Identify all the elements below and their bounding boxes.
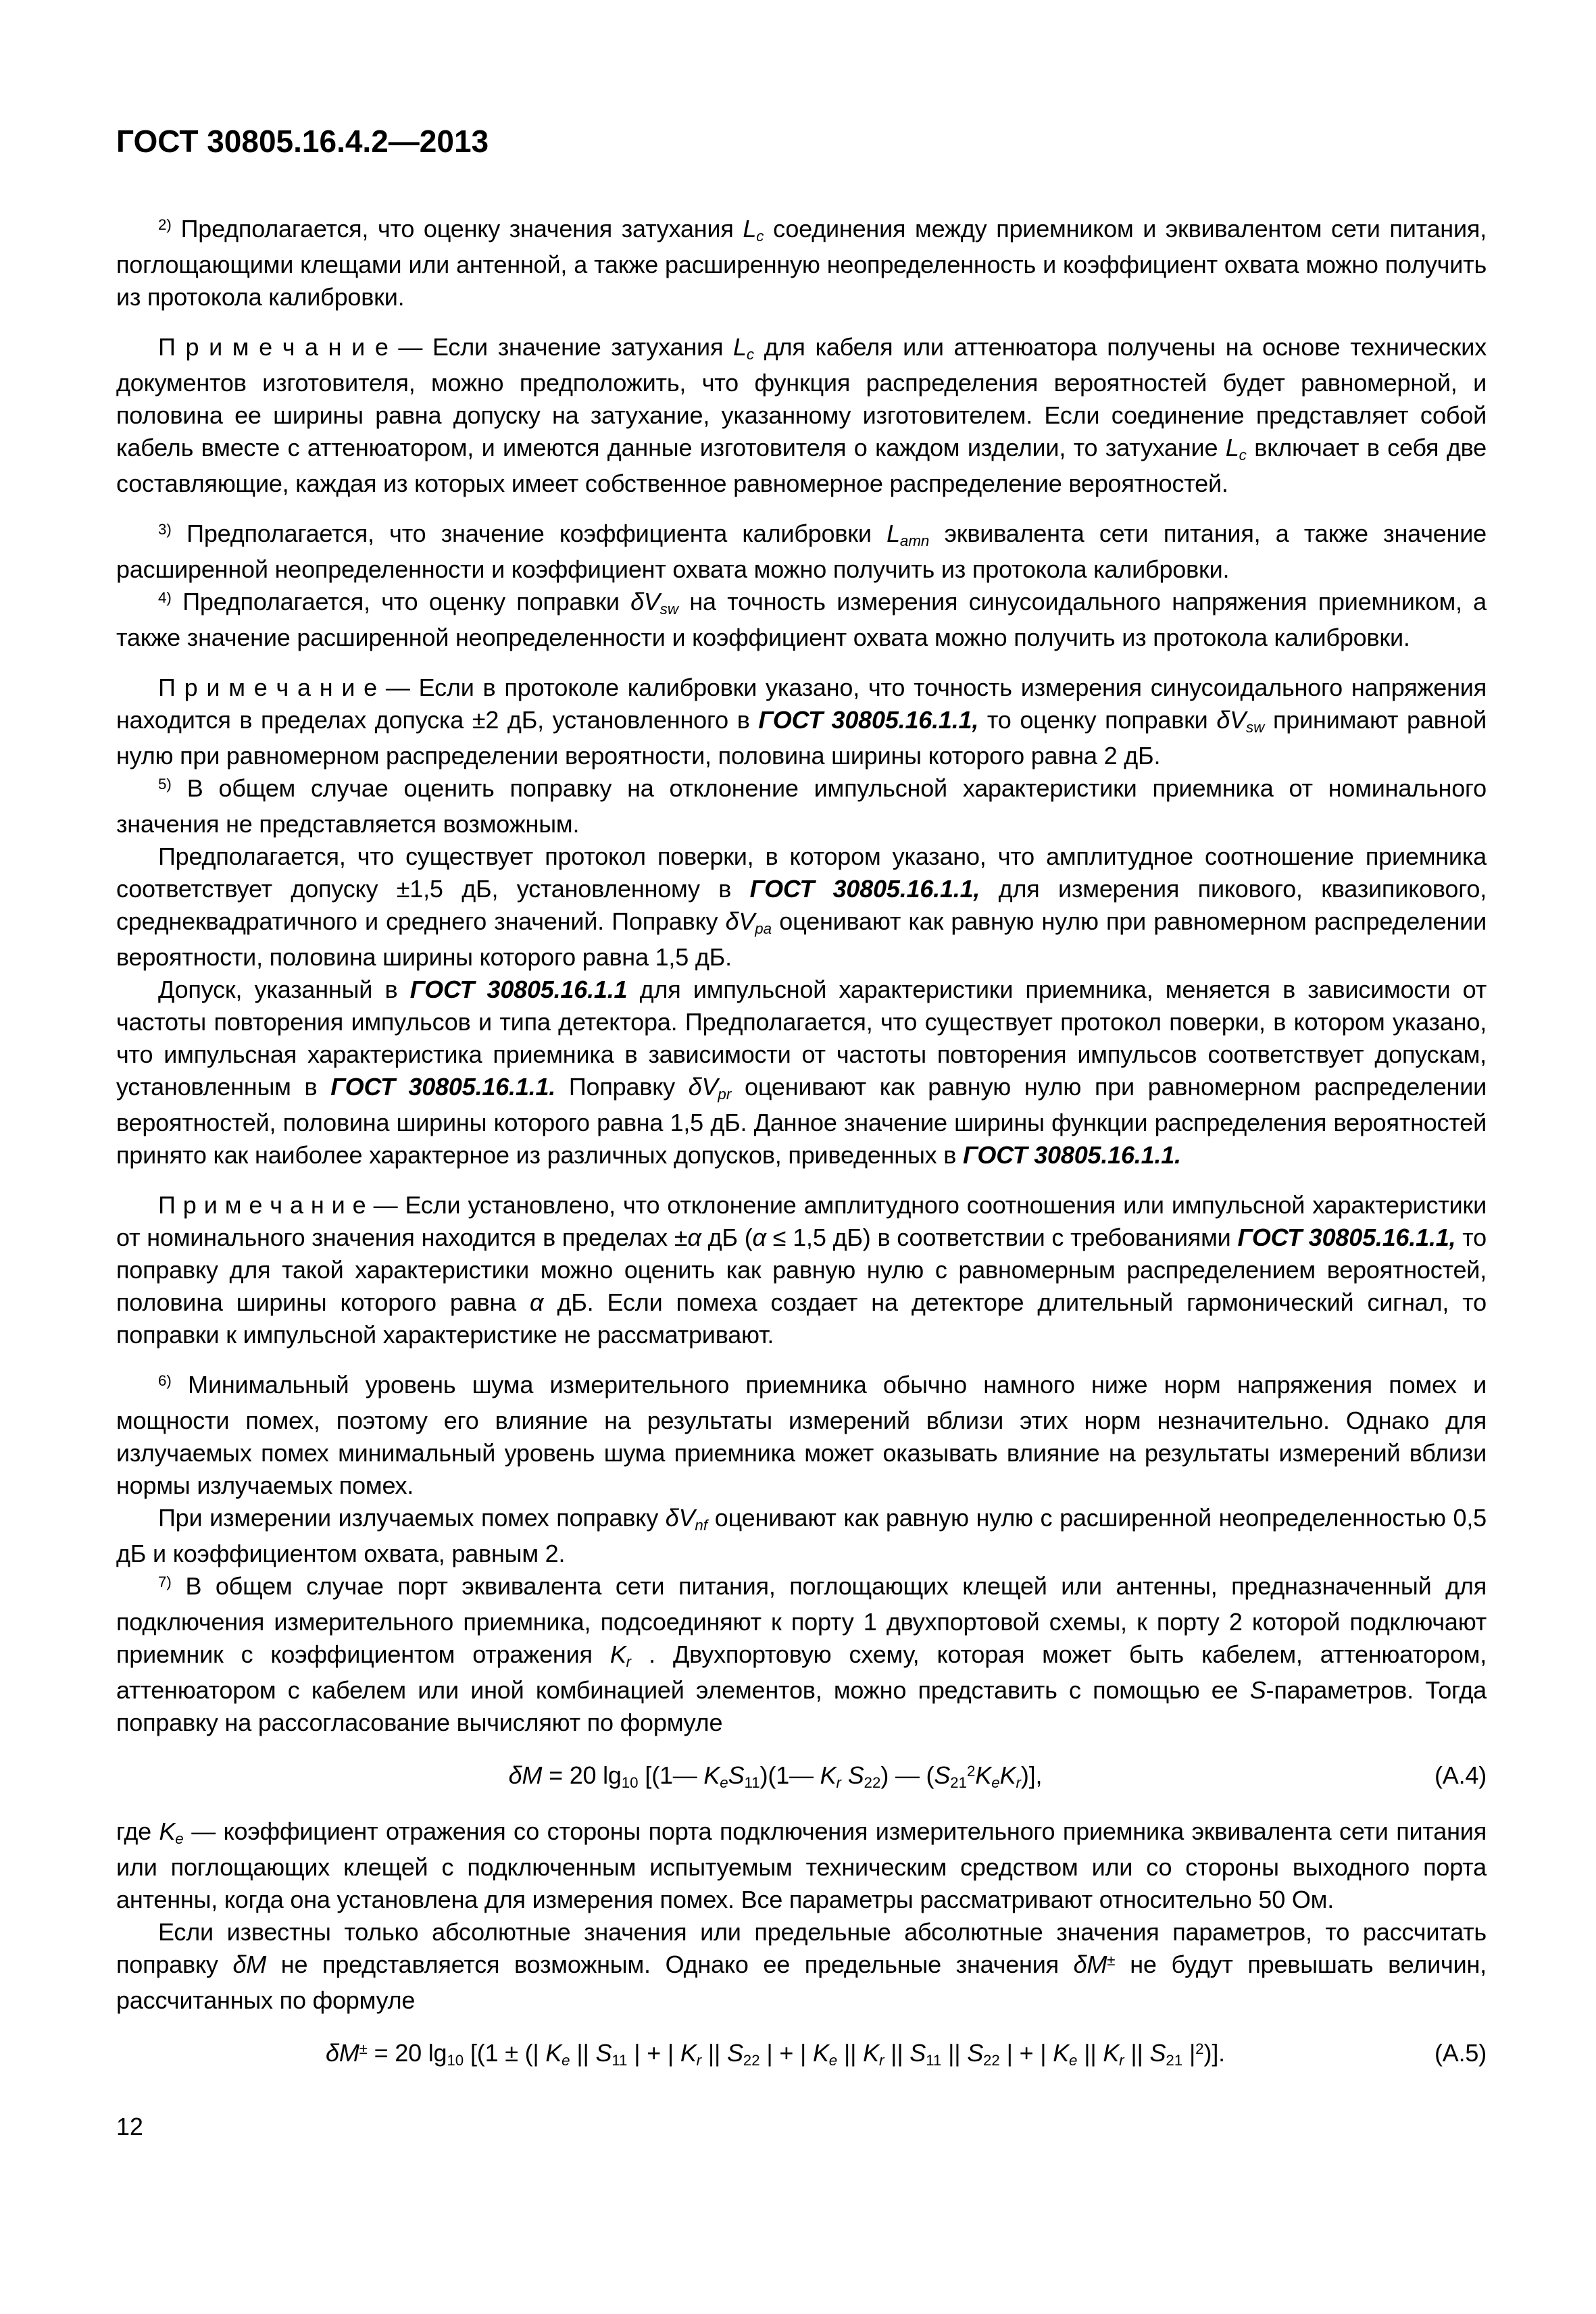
text-run: K <box>1103 2039 1120 2067</box>
text-run: c <box>746 346 755 363</box>
text-run: c <box>756 228 764 245</box>
text-run: ± <box>359 2040 368 2057</box>
text-run: δV <box>725 907 755 935</box>
body-paragraph-tolerance <box>116 974 1487 1172</box>
text-run: S <box>909 2039 926 2067</box>
text-run: ± <box>1107 1951 1116 1969</box>
text-run: S <box>595 2039 612 2067</box>
note-1-paragraph <box>116 331 1487 500</box>
text-run: Допуск, указанный в <box>158 976 410 1003</box>
text-run: на точность измерения синусоидального напряжения приемником, а также значение расширенной неопределенности и коэффициент охвата можно получить из протокола калибровки. <box>116 588 1487 651</box>
text-run: 22 <box>864 1774 881 1792</box>
footnote-7-paragraph <box>116 1570 1487 1739</box>
footnote-3-paragraph <box>116 518 1487 586</box>
text-run: || <box>1077 2039 1103 2067</box>
text-run: для кабеля или аттенюатора получены на основе технических документов изготовителя, можно предположить, что функция распределения вероятностей будет равномерной, и половина ее ширины равна допуску на затухание, указанному изготовителем. Если соединение представляет собой кабель вместе с аттенюатором, и имеются данные изготовителя о каждом изделии, то затухание <box>116 333 1487 461</box>
text-run: S <box>967 2039 984 2067</box>
text-run: || <box>837 2039 864 2067</box>
text-run: r <box>1016 1774 1021 1792</box>
text-run: 10 <box>447 2052 464 2069</box>
text-run: δM <box>508 1761 543 1789</box>
text-run: nf <box>695 1517 708 1534</box>
text-run: [(1— <box>638 1761 704 1789</box>
text-run: Предполагается, что оценку поправки <box>171 588 631 615</box>
text-run: не представляется возможным. Однако ее предельные значения <box>266 1951 1074 1978</box>
text-run: Минимальный уровень шума измерительного приемника обычно намного ниже норм напряжения помех и мощности помех, поэтому его влияние на результаты измерений вблизи этих норм незначительно. Однако для излучаемых помех минимальный уровень шума приемника может оказывать влияние на результаты измерений вблизи нормы излучаемых помех. <box>116 1371 1487 1499</box>
text-run: K <box>545 2039 562 2067</box>
footnote-2-paragraph <box>116 213 1487 313</box>
text-run: δM <box>326 2039 359 2067</box>
text-run: sw <box>1245 719 1265 736</box>
text-run: дБ. Если помеха создает на детекторе длительный гармонический сигнал, то поправки к импульсной характеристике не рассматривают. <box>116 1288 1487 1349</box>
text-run: r <box>878 2052 884 2069</box>
text-run: = 20 lg <box>367 2039 447 2067</box>
text-run: 4) <box>158 588 172 606</box>
text-run: sw <box>659 601 679 618</box>
formula-a5-row <box>116 2037 1487 2073</box>
body-paragraph-verification-protocol <box>116 840 1487 974</box>
text-run: оценивают как равную нулю при равномерном распределении вероятности, половина ширины которого равна 1,5 дБ. <box>116 907 1487 971</box>
text-run: K <box>812 2039 829 2067</box>
text-run: Предполагается, что оценку значения затухания <box>171 215 743 243</box>
text-run: S <box>726 2039 743 2067</box>
text-run: K <box>820 1761 837 1789</box>
text-run: e <box>991 1774 1000 1792</box>
text-run: — коэффициент отражения со стороны порта подключения измерительного приемника эквивалента сети питания или поглощающих клещей с подключенным испытуемым техническим средством или со стороны выходного порта антенны, когда она установлена для измерения помех. Все параметры рассматривают относительно 50 Ом. <box>116 1817 1487 1913</box>
text-run: оценивают как равную нулю при равномерном распределении вероятностей, половина ширины которого равна 1,5 дБ. Данное значение ширины функции распределения вероятностей принято как наиболее характерное из различных допусков, приведенных в <box>116 1073 1487 1169</box>
text-run: δV <box>630 588 660 615</box>
text-run: . Двухпортовую схему, которая может быть кабелем, аттенюатором, аттенюатором с кабелем или иной комбинацией элементов, можно представить с помощью ее <box>116 1640 1487 1704</box>
text-run: K <box>680 2039 697 2067</box>
text-run: α <box>752 1224 766 1251</box>
body-paragraph-limit-values <box>116 1916 1487 2017</box>
text-run: 3) <box>158 520 172 538</box>
text-run: K <box>703 1761 720 1789</box>
text-run: 21 <box>950 1774 967 1792</box>
text-run: r <box>696 2052 702 2069</box>
text-run: δV <box>1216 706 1246 734</box>
text-run: || <box>570 2039 596 2067</box>
text-run: ГОСТ 30805.16.1.1, <box>749 875 980 903</box>
text-run: Поправку <box>555 1073 689 1101</box>
text-run: | <box>1182 2039 1196 2067</box>
text-run: )(1— <box>759 1761 820 1789</box>
text-run: то оценку поправки <box>978 706 1217 734</box>
text-run: S <box>1149 2039 1166 2067</box>
text-run: П р и м е ч а н и е — Если установлено, что отклонение амплитудного соотношения или импульсной характеристики от номинального значения находится в пределах ± <box>116 1191 1487 1251</box>
text-run: В общем случае порт эквивалента сети питания, поглощающих клещей или антенны, предназначенный для подключения измерительного приемника, подсоединяют к порту 1 двухпортовой схемы, к порту 2 которой подключают приемник с коэффициентом отражения <box>116 1572 1487 1668</box>
text-run: K <box>975 1761 992 1789</box>
text-run: Если известны только абсолютные значения или предельные абсолютные значения параметров, то рассчитать поправку <box>116 1918 1487 1978</box>
formula-a4-row <box>116 1759 1487 1795</box>
text-run: 11 <box>744 1774 760 1792</box>
note-2-paragraph <box>116 672 1487 772</box>
text-run: e <box>175 1830 184 1848</box>
text-run: не будут превышать величин, рассчитанных по формуле <box>116 1951 1487 2014</box>
text-run: [(1 ± (| <box>464 2039 546 2067</box>
footnote-4-paragraph <box>116 586 1487 654</box>
text-run: ГОСТ 30805.16.1.1, <box>1237 1224 1456 1251</box>
text-run: L <box>1225 434 1239 461</box>
formula-a4-label: (А.4) <box>1434 1761 1487 1789</box>
text-run: pa <box>755 920 772 938</box>
text-run: K <box>609 1640 626 1668</box>
text-run: где <box>116 1817 159 1845</box>
text-run: δV <box>688 1073 718 1101</box>
text-run: эквивалента сети питания, а также значение расширенной неопределенности и коэффициент охвата можно получить из протокола калибровки. <box>116 520 1487 583</box>
text-run: 7) <box>158 1573 172 1590</box>
text-run: S <box>1249 1676 1266 1704</box>
footnote-5-paragraph <box>116 772 1487 840</box>
text-run: )], <box>1020 1761 1043 1789</box>
text-run: || <box>941 2039 968 2067</box>
text-run: amn <box>899 532 930 550</box>
text-run: ГОСТ 30805.16.1.1, <box>758 706 979 734</box>
text-run: 10 <box>621 1774 639 1792</box>
text-run: Предполагается, что существует протокол поверки, в котором указано, что амплитудное соотношение приемника соответствует допуску ±1,5 дБ, установленному в <box>116 842 1487 903</box>
text-run: L <box>887 520 900 547</box>
text-run: 2 <box>966 1762 976 1780</box>
text-run: e <box>720 1774 728 1792</box>
text-run: 6) <box>158 1372 172 1389</box>
text-run: 2 <box>1195 2040 1204 2057</box>
text-run: 5) <box>158 775 172 793</box>
text-run: r <box>1119 2052 1124 2069</box>
text-run: || <box>884 2039 910 2067</box>
page-number: 12 <box>116 2113 143 2140</box>
text-run: S <box>728 1761 745 1789</box>
text-run: В общем случае оценить поправку на отклонение импульсной характеристики приемника от номинального значения не представляется возможным. <box>116 774 1487 838</box>
text-run: оценивают как равную нулю с расширенной неопределенностью 0,5 дБ и коэффициентом охвата, равным 2. <box>116 1504 1487 1567</box>
text-run: K <box>863 2039 879 2067</box>
text-run: При измерении излучаемых помех поправку <box>158 1504 666 1532</box>
text-run: | + | <box>627 2039 680 2067</box>
text-run: c <box>1239 447 1247 464</box>
text-run: | + | <box>999 2039 1053 2067</box>
text-run: r <box>836 1774 841 1792</box>
body-paragraph-radiated-correction <box>116 1502 1487 1570</box>
note-3-paragraph <box>116 1189 1487 1351</box>
text-run: ГОСТ 30805.16.1.1. <box>962 1141 1181 1169</box>
text-run: Предполагается, что значение коэффициента калибровки <box>171 520 887 547</box>
formula-a5-expression <box>116 2037 1435 2073</box>
text-run: включает в себя две составляющие, каждая из которых имеет собственное равномерное распределение вероятностей. <box>116 434 1487 497</box>
text-run: = 20 lg <box>542 1761 622 1789</box>
text-run: ) — ( <box>880 1761 934 1789</box>
text-run: -параметров. Тогда поправку на рассогласование вычисляют по формуле <box>116 1676 1487 1736</box>
text-run: 22 <box>983 2052 1000 2069</box>
text-run: e <box>1069 2052 1078 2069</box>
text-run: K <box>1053 2039 1069 2067</box>
text-run: | + | <box>759 2039 813 2067</box>
text-run: ≤ 1,5 дБ) в соответствии с требованиями <box>766 1224 1238 1251</box>
text-run: П р и м е ч а н и е — Если в протоколе калибровки указано, что точность измерения синусоидального напряжения находится в пределах допуска ±2 дБ, установленного в <box>116 674 1487 734</box>
formula-a5-label: (А.5) <box>1434 2039 1487 2067</box>
text-run: pr <box>718 1086 732 1103</box>
text-run: e <box>562 2052 570 2069</box>
text-run: дБ ( <box>701 1224 753 1251</box>
text-run: K <box>999 1761 1016 1789</box>
text-run: для импульсной характеристики приемника, меняется в зависимости от частоты повторения импульсов и типа детектора. Предполагается, что существует протокол поверки, в котором указано, что импульсная характеристика приемника в зависимости от частоты повторения импульсов соответствует допускам, установленным в <box>116 976 1487 1101</box>
text-run: 2) <box>158 216 172 233</box>
text-run: П р и м е ч а н и е — Если значение затухания <box>158 333 734 361</box>
text-run: r <box>626 1653 632 1671</box>
text-run: α <box>687 1224 701 1251</box>
text-run: 11 <box>926 2052 942 2069</box>
text-run: 22 <box>743 2052 760 2069</box>
text-run: )]. <box>1203 2039 1225 2067</box>
footnote-6-paragraph <box>116 1369 1487 1502</box>
text-run: S <box>841 1761 864 1789</box>
text-run: K <box>159 1817 176 1845</box>
text-run: S <box>934 1761 951 1789</box>
text-run: || <box>701 2039 727 2067</box>
text-run: α <box>530 1288 544 1316</box>
text-run: || <box>1124 2039 1150 2067</box>
text-run: 11 <box>612 2052 628 2069</box>
text-run: то поправку для такой характеристики можно оценить как равную нулю с равномерным распределением вероятностей, половина ширины которого равна <box>116 1224 1487 1316</box>
text-run: L <box>733 333 747 361</box>
text-run: ГОСТ 30805.16.1.1 <box>409 976 628 1003</box>
formula-a4-explanation-paragraph <box>116 1815 1487 1916</box>
text-run: 21 <box>1166 2052 1183 2069</box>
formula-a4-expression <box>116 1759 1435 1795</box>
text-run: принимают равной нулю при равномерном распределении вероятности, половина ширины которого равна 2 дБ. <box>116 706 1487 770</box>
text-run: e <box>828 2052 838 2069</box>
document-number: ГОСТ 30805.16.4.2—2013 <box>116 124 489 159</box>
text-run: δM <box>1073 1951 1107 1978</box>
text-run: L <box>743 215 757 243</box>
text-run: соединения между приемником и эквивалентом сети питания, поглощающими клещами или антенной, а также расширенную неопределенность и коэффициент охвата можно получить из протокола калибровки. <box>116 215 1487 311</box>
text-run: δV <box>665 1504 695 1532</box>
text-run: ГОСТ 30805.16.1.1. <box>330 1073 556 1101</box>
text-run: для измерения пикового, квазипикового, среднеквадратичного и среднего значений. Поправку <box>116 875 1487 935</box>
text-run: δM <box>232 1951 267 1978</box>
